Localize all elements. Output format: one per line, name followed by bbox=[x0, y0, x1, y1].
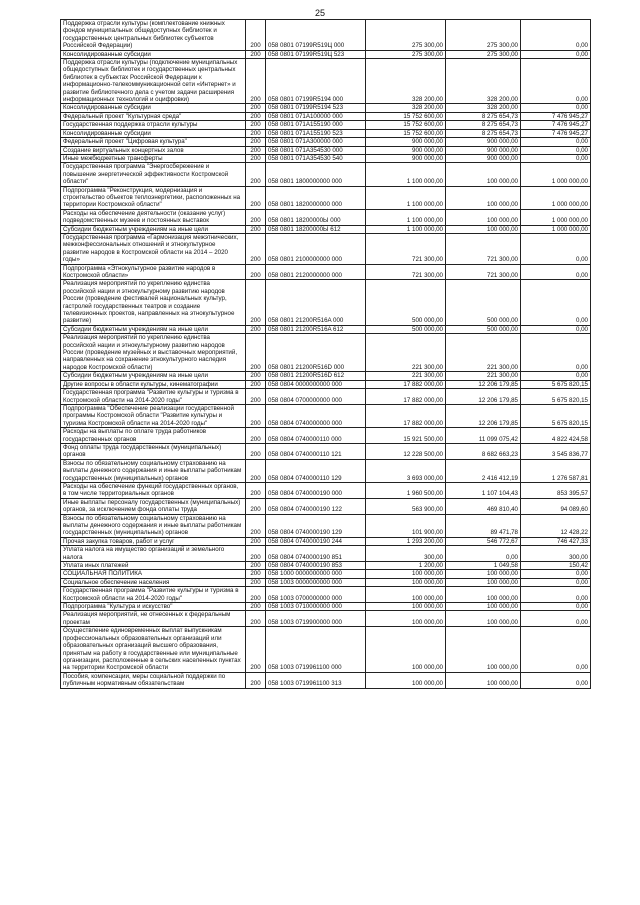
row-classification-code-cell: 058 0804 0700000000 000 bbox=[266, 389, 366, 405]
table-row bbox=[61, 498, 591, 514]
row-classification-code-cell: 058 0801 21200R516D 000 bbox=[266, 334, 366, 372]
row-name-cell: Субсидии бюджетным учреждениям на иные цели bbox=[61, 225, 246, 233]
row-approved-amount-cell: 563 900,00 bbox=[366, 498, 446, 514]
row-classification-code-cell: 058 0801 071A300000 000 bbox=[266, 138, 366, 146]
budget-execution-table bbox=[60, 19, 591, 689]
table-row bbox=[61, 482, 591, 498]
row-name-cell: Подпрограмма "Культура и искусство" bbox=[61, 603, 246, 611]
row-classification-code-cell: 058 0804 0740000190 244 bbox=[266, 537, 366, 545]
table-row bbox=[61, 325, 591, 333]
row-approved-amount-cell: 100 000,00 bbox=[366, 603, 446, 611]
table-row bbox=[61, 154, 591, 162]
row-remaining-amount-cell: 0,00 bbox=[521, 334, 591, 372]
row-remaining-amount-cell: 0,00 bbox=[521, 264, 591, 280]
row-executed-amount-cell: 100 000,00 bbox=[446, 186, 521, 209]
row-remaining-amount-cell: 0,00 bbox=[521, 233, 591, 264]
row-remaining-amount-cell: 0,00 bbox=[521, 154, 591, 162]
row-approved-amount-cell: 1 100 000,00 bbox=[366, 186, 446, 209]
table-row bbox=[61, 578, 591, 586]
row-name-cell: Реализация мероприятий, не отнесенных к федеральным проектам bbox=[61, 611, 246, 627]
row-approved-amount-cell: 100 000,00 bbox=[366, 587, 446, 603]
row-admin-code-cell: 200 bbox=[246, 443, 266, 459]
row-classification-code-cell: 058 1003 0700000000 000 bbox=[266, 587, 366, 603]
table-row bbox=[61, 603, 591, 611]
table-row bbox=[61, 546, 591, 562]
row-name-cell: Взносы по обязательному социальному страхованию на выплаты денежного содержания и иные выплаты работникам государственных (муниципальных) органов bbox=[61, 459, 246, 482]
row-admin-code-cell: 200 bbox=[246, 611, 266, 627]
row-approved-amount-cell: 328 200,00 bbox=[366, 59, 446, 104]
table-row bbox=[61, 129, 591, 137]
row-admin-code-cell: 200 bbox=[246, 146, 266, 154]
row-name-cell: Иные выплаты персоналу государственных (муниципальных) органов, за исключением фонда оплаты труда bbox=[61, 498, 246, 514]
row-name-cell: Подпрограмма «Этнокультурное развитие народов в Костромской области» bbox=[61, 264, 246, 280]
row-classification-code-cell: 058 0804 0740000190 851 bbox=[266, 546, 366, 562]
row-executed-amount-cell: 500 000,00 bbox=[446, 280, 521, 325]
row-executed-amount-cell: 100 000,00 bbox=[446, 672, 521, 688]
row-admin-code-cell: 200 bbox=[246, 389, 266, 405]
row-executed-amount-cell: 1 107 104,43 bbox=[446, 482, 521, 498]
row-name-cell: Поддержка отрасли культуры (подключение муниципальных общедоступных библиотек и государственных центральных библиотек в субъектах Российской Федерации к информационно-телекоммуникационной сети «Интернет» и развитие библиотечного дела с учетом задачи расширения информационных технологий и оцифровки) bbox=[61, 59, 246, 104]
row-remaining-amount-cell: 0,00 bbox=[521, 603, 591, 611]
row-admin-code-cell: 200 bbox=[246, 578, 266, 586]
row-classification-code-cell: 058 0801 07199R5194 000 bbox=[266, 59, 366, 104]
row-remaining-amount-cell: 12 428,22 bbox=[521, 514, 591, 537]
row-executed-amount-cell: 500 000,00 bbox=[446, 325, 521, 333]
row-executed-amount-cell: 100 000,00 bbox=[446, 578, 521, 586]
row-executed-amount-cell: 546 772,67 bbox=[446, 537, 521, 545]
row-approved-amount-cell: 900 000,00 bbox=[366, 138, 446, 146]
row-remaining-amount-cell: 0,00 bbox=[521, 627, 591, 672]
row-classification-code-cell: 058 0804 0740000110 129 bbox=[266, 459, 366, 482]
row-classification-code-cell: 058 0801 07199R5194 523 bbox=[266, 104, 366, 112]
row-classification-code-cell: 058 0801 21200R516A 000 bbox=[266, 280, 366, 325]
table-row bbox=[61, 59, 591, 104]
table-row bbox=[61, 570, 591, 578]
row-name-cell: Консолидированные субсидии bbox=[61, 104, 246, 112]
row-executed-amount-cell: 12 206 179,85 bbox=[446, 389, 521, 405]
row-executed-amount-cell: 1 049,58 bbox=[446, 562, 521, 570]
row-classification-code-cell: 058 1003 0719961100 313 bbox=[266, 672, 366, 688]
table-body bbox=[61, 20, 591, 689]
row-remaining-amount-cell: 3 545 836,77 bbox=[521, 443, 591, 459]
table-row bbox=[61, 334, 591, 372]
row-approved-amount-cell: 12 228 500,00 bbox=[366, 443, 446, 459]
row-classification-code-cell: 058 1003 0719961100 000 bbox=[266, 627, 366, 672]
row-admin-code-cell: 200 bbox=[246, 121, 266, 129]
row-admin-code-cell: 200 bbox=[246, 233, 266, 264]
row-executed-amount-cell: 100 000,00 bbox=[446, 603, 521, 611]
table-row bbox=[61, 209, 591, 225]
row-approved-amount-cell: 1 960 500,00 bbox=[366, 482, 446, 498]
table-row bbox=[61, 611, 591, 627]
table-row bbox=[61, 121, 591, 129]
row-executed-amount-cell: 275 300,00 bbox=[446, 20, 521, 51]
row-classification-code-cell: 058 0801 2120000000 000 bbox=[266, 264, 366, 280]
row-admin-code-cell: 200 bbox=[246, 20, 266, 51]
row-name-cell: Создание виртуальных концертных залов bbox=[61, 146, 246, 154]
row-approved-amount-cell: 1 200,00 bbox=[366, 562, 446, 570]
row-approved-amount-cell: 100 000,00 bbox=[366, 611, 446, 627]
table-row bbox=[61, 587, 591, 603]
row-approved-amount-cell: 100 000,00 bbox=[366, 570, 446, 578]
row-remaining-amount-cell: 0,00 bbox=[521, 611, 591, 627]
row-name-cell: Расходы на выплаты по оплате труда работников государственных органов bbox=[61, 428, 246, 444]
row-classification-code-cell: 058 0804 0740000000 000 bbox=[266, 404, 366, 427]
row-admin-code-cell: 200 bbox=[246, 498, 266, 514]
row-name-cell: Фонд оплаты труда государственных (муниципальных) органов bbox=[61, 443, 246, 459]
table-row bbox=[61, 404, 591, 427]
row-admin-code-cell: 200 bbox=[246, 380, 266, 388]
row-name-cell: Реализация мероприятий по укреплению единства российской нации и этнокультурному развитию народов России (проведение фестивалей национальных культур, гастролей государственных театров и создание телевизионных проектов, направленных на этнокультурное развитие) bbox=[61, 280, 246, 325]
row-name-cell: Взносы по обязательному социальному страхованию на выплаты денежного содержания и иные выплаты работникам государственных (муниципальных) органов bbox=[61, 514, 246, 537]
row-admin-code-cell: 200 bbox=[246, 129, 266, 137]
table-row bbox=[61, 146, 591, 154]
row-admin-code-cell: 200 bbox=[246, 627, 266, 672]
row-name-cell: Осуществление единовременных выплат выпускникам профессиональных образовательных организаций или образовательных организаций высшего образования, принятым на работу в государственные или муниципальные организации, расположенные в сельских населенных пунктах на территории Костромской области bbox=[61, 627, 246, 672]
row-remaining-amount-cell: 0,00 bbox=[521, 20, 591, 51]
row-approved-amount-cell: 221 300,00 bbox=[366, 372, 446, 380]
row-remaining-amount-cell: 7 476 945,27 bbox=[521, 129, 591, 137]
row-classification-code-cell: 058 0801 18200000Ы 612 bbox=[266, 225, 366, 233]
row-name-cell: Консолидированные субсидии bbox=[61, 129, 246, 137]
row-admin-code-cell: 200 bbox=[246, 112, 266, 120]
row-approved-amount-cell: 721 300,00 bbox=[366, 233, 446, 264]
row-remaining-amount-cell: 0,00 bbox=[521, 280, 591, 325]
row-approved-amount-cell: 1 100 000,00 bbox=[366, 209, 446, 225]
table-row bbox=[61, 380, 591, 388]
row-approved-amount-cell: 300,00 bbox=[366, 546, 446, 562]
row-name-cell: Подпрограмма "Реконструкция, модернизация и строительство объектов теплоэнергетики, расположенных на территории Костромской области" bbox=[61, 186, 246, 209]
row-remaining-amount-cell: 0,00 bbox=[521, 570, 591, 578]
row-approved-amount-cell: 100 000,00 bbox=[366, 627, 446, 672]
row-admin-code-cell: 200 bbox=[246, 225, 266, 233]
row-approved-amount-cell: 221 300,00 bbox=[366, 334, 446, 372]
row-admin-code-cell: 200 bbox=[246, 325, 266, 333]
row-remaining-amount-cell: 0,00 bbox=[521, 372, 591, 380]
row-admin-code-cell: 200 bbox=[246, 672, 266, 688]
row-name-cell: Поддержка отрасли культуры (комплектование книжных фондов муниципальных общедоступных библиотек и государственных центральных библиотек субъектов Российской Федерации) bbox=[61, 20, 246, 51]
row-classification-code-cell: 058 0804 0740000110 121 bbox=[266, 443, 366, 459]
row-executed-amount-cell: 721 300,00 bbox=[446, 233, 521, 264]
row-approved-amount-cell: 15 752 600,00 bbox=[366, 121, 446, 129]
row-approved-amount-cell: 15 752 600,00 bbox=[366, 112, 446, 120]
row-executed-amount-cell: 100 000,00 bbox=[446, 163, 521, 186]
row-classification-code-cell: 058 0801 21200R516A 612 bbox=[266, 325, 366, 333]
row-admin-code-cell: 200 bbox=[246, 209, 266, 225]
row-approved-amount-cell: 3 693 000,00 bbox=[366, 459, 446, 482]
row-approved-amount-cell: 1 100 000,00 bbox=[366, 163, 446, 186]
row-executed-amount-cell: 11 099 075,42 bbox=[446, 428, 521, 444]
table-row bbox=[61, 138, 591, 146]
row-classification-code-cell: 058 0804 0740000190 122 bbox=[266, 498, 366, 514]
row-classification-code-cell: 058 0801 071A100000 000 bbox=[266, 112, 366, 120]
row-admin-code-cell: 200 bbox=[246, 50, 266, 58]
row-classification-code-cell: 058 0801 071A155190 523 bbox=[266, 129, 366, 137]
row-remaining-amount-cell: 0,00 bbox=[521, 146, 591, 154]
row-executed-amount-cell: 100 000,00 bbox=[446, 627, 521, 672]
row-approved-amount-cell: 1 293 200,00 bbox=[366, 537, 446, 545]
table-row bbox=[61, 428, 591, 444]
row-executed-amount-cell: 0,00 bbox=[446, 546, 521, 562]
row-classification-code-cell: 058 0804 0740000190 000 bbox=[266, 482, 366, 498]
row-classification-code-cell: 058 0801 07199R519Ц 000 bbox=[266, 20, 366, 51]
row-remaining-amount-cell: 0,00 bbox=[521, 138, 591, 146]
row-name-cell: Консолидированные субсидии bbox=[61, 50, 246, 58]
row-approved-amount-cell: 100 000,00 bbox=[366, 672, 446, 688]
row-classification-code-cell: 058 0801 1820000000 000 bbox=[266, 186, 366, 209]
row-executed-amount-cell: 100 000,00 bbox=[446, 570, 521, 578]
row-approved-amount-cell: 100 000,00 bbox=[366, 578, 446, 586]
row-approved-amount-cell: 500 000,00 bbox=[366, 280, 446, 325]
row-remaining-amount-cell: 150,42 bbox=[521, 562, 591, 570]
row-name-cell: Расходы на обеспечение функций государственных органов, в том числе территориальных органов bbox=[61, 482, 246, 498]
row-approved-amount-cell: 15 921 500,00 bbox=[366, 428, 446, 444]
row-admin-code-cell: 200 bbox=[246, 428, 266, 444]
row-executed-amount-cell: 8 275 654,73 bbox=[446, 129, 521, 137]
row-admin-code-cell: 200 bbox=[246, 514, 266, 537]
row-executed-amount-cell: 721 300,00 bbox=[446, 264, 521, 280]
row-admin-code-cell: 200 bbox=[246, 372, 266, 380]
row-classification-code-cell: 058 1003 0000000000 000 bbox=[266, 578, 366, 586]
row-remaining-amount-cell: 853 395,57 bbox=[521, 482, 591, 498]
row-executed-amount-cell: 221 300,00 bbox=[446, 334, 521, 372]
table-row bbox=[61, 537, 591, 545]
row-approved-amount-cell: 275 300,00 bbox=[366, 50, 446, 58]
row-classification-code-cell: 058 1003 0719900000 000 bbox=[266, 611, 366, 627]
row-remaining-amount-cell: 0,00 bbox=[521, 104, 591, 112]
row-remaining-amount-cell: 1 276 587,81 bbox=[521, 459, 591, 482]
row-admin-code-cell: 200 bbox=[246, 154, 266, 162]
table-row bbox=[61, 233, 591, 264]
row-classification-code-cell: 058 0801 1800000000 000 bbox=[266, 163, 366, 186]
table-row bbox=[61, 186, 591, 209]
row-remaining-amount-cell: 7 476 945,27 bbox=[521, 112, 591, 120]
table-row bbox=[61, 389, 591, 405]
row-name-cell: Государственная поддержка отрасли культуры bbox=[61, 121, 246, 129]
row-name-cell: Государственная программа "Развитие культуры и туризма в Костромской области на 2014-2020 годы" bbox=[61, 389, 246, 405]
row-name-cell: Расходы на обеспечение деятельности (оказание услуг) подведомственных музеев и постоянных выставок bbox=[61, 209, 246, 225]
row-name-cell: СОЦИАЛЬНАЯ ПОЛИТИКА bbox=[61, 570, 246, 578]
row-admin-code-cell: 200 bbox=[246, 104, 266, 112]
row-admin-code-cell: 200 bbox=[246, 562, 266, 570]
row-name-cell: Субсидии бюджетным учреждениям на иные цели bbox=[61, 325, 246, 333]
row-classification-code-cell: 058 0804 0000000000 000 bbox=[266, 380, 366, 388]
row-name-cell: Государственная программа "Энергосбережение и повышение энергетической эффективности Костромской области" bbox=[61, 163, 246, 186]
row-name-cell: Государственная программа "Развитие культуры и туризма в Костромской области на 2014-2020 годы" bbox=[61, 587, 246, 603]
row-approved-amount-cell: 275 300,00 bbox=[366, 20, 446, 51]
row-admin-code-cell: 200 bbox=[246, 546, 266, 562]
row-approved-amount-cell: 328 200,00 bbox=[366, 104, 446, 112]
row-name-cell: Иные межбюджетные трансферты bbox=[61, 154, 246, 162]
table-row bbox=[61, 443, 591, 459]
row-name-cell: Уплата налога на имущество организаций и земельного налога bbox=[61, 546, 246, 562]
row-executed-amount-cell: 328 200,00 bbox=[446, 104, 521, 112]
row-admin-code-cell: 200 bbox=[246, 264, 266, 280]
table-row bbox=[61, 514, 591, 537]
row-name-cell: Другие вопросы в области культуры, кинематографии bbox=[61, 380, 246, 388]
row-admin-code-cell: 200 bbox=[246, 482, 266, 498]
table-row bbox=[61, 50, 591, 58]
page-number: 25 bbox=[314, 8, 325, 18]
row-classification-code-cell: 058 0804 0740000110 000 bbox=[266, 428, 366, 444]
row-classification-code-cell: 058 0804 0740000190 129 bbox=[266, 514, 366, 537]
row-name-cell: Прочая закупка товаров, работ и услуг bbox=[61, 537, 246, 545]
row-approved-amount-cell: 17 882 000,00 bbox=[366, 380, 446, 388]
row-executed-amount-cell: 2 416 412,19 bbox=[446, 459, 521, 482]
row-executed-amount-cell: 100 000,00 bbox=[446, 611, 521, 627]
row-classification-code-cell: 058 0801 21200R516D 612 bbox=[266, 372, 366, 380]
row-classification-code-cell: 058 0804 0740000190 853 bbox=[266, 562, 366, 570]
table-row bbox=[61, 627, 591, 672]
row-executed-amount-cell: 100 000,00 bbox=[446, 225, 521, 233]
row-name-cell: Пособия, компенсации, меры социальной поддержки по публичным нормативным обязательствам bbox=[61, 672, 246, 688]
row-executed-amount-cell: 100 000,00 bbox=[446, 209, 521, 225]
row-remaining-amount-cell: 5 675 820,15 bbox=[521, 380, 591, 388]
row-remaining-amount-cell: 94 089,60 bbox=[521, 498, 591, 514]
row-classification-code-cell: 058 1000 0000000000 000 bbox=[266, 570, 366, 578]
row-classification-code-cell: 058 0801 2100000000 000 bbox=[266, 233, 366, 264]
row-admin-code-cell: 200 bbox=[246, 570, 266, 578]
row-executed-amount-cell: 89 471,78 bbox=[446, 514, 521, 537]
row-approved-amount-cell: 500 000,00 bbox=[366, 325, 446, 333]
row-executed-amount-cell: 8 275 654,73 bbox=[446, 112, 521, 120]
row-approved-amount-cell: 900 000,00 bbox=[366, 154, 446, 162]
row-admin-code-cell: 200 bbox=[246, 603, 266, 611]
row-admin-code-cell: 200 bbox=[246, 280, 266, 325]
row-remaining-amount-cell: 0,00 bbox=[521, 59, 591, 104]
row-classification-code-cell: 058 1003 0710000000 000 bbox=[266, 603, 366, 611]
row-admin-code-cell: 200 bbox=[246, 537, 266, 545]
row-name-cell: Государственная программа «Гармонизация межэтнических, межконфессиональных отношений и этнокультурное развитие народов в Костромской области на 2014 – 2020 годы» bbox=[61, 233, 246, 264]
row-admin-code-cell: 200 bbox=[246, 404, 266, 427]
row-executed-amount-cell: 900 000,00 bbox=[446, 146, 521, 154]
table-row bbox=[61, 672, 591, 688]
row-remaining-amount-cell: 0,00 bbox=[521, 578, 591, 586]
row-executed-amount-cell: 8 682 663,23 bbox=[446, 443, 521, 459]
row-executed-amount-cell: 900 000,00 bbox=[446, 138, 521, 146]
row-classification-code-cell: 058 0801 07199R519Ц 523 bbox=[266, 50, 366, 58]
row-classification-code-cell: 058 0801 071A354530 540 bbox=[266, 154, 366, 162]
row-remaining-amount-cell: 5 675 820,15 bbox=[521, 404, 591, 427]
row-admin-code-cell: 200 bbox=[246, 459, 266, 482]
row-executed-amount-cell: 328 200,00 bbox=[446, 59, 521, 104]
row-classification-code-cell: 058 0801 071A354530 000 bbox=[266, 146, 366, 154]
row-admin-code-cell: 200 bbox=[246, 334, 266, 372]
row-approved-amount-cell: 17 882 000,00 bbox=[366, 389, 446, 405]
table-row bbox=[61, 225, 591, 233]
row-executed-amount-cell: 469 810,40 bbox=[446, 498, 521, 514]
row-remaining-amount-cell: 300,00 bbox=[521, 546, 591, 562]
row-admin-code-cell: 200 bbox=[246, 163, 266, 186]
row-executed-amount-cell: 100 000,00 bbox=[446, 587, 521, 603]
row-approved-amount-cell: 1 100 000,00 bbox=[366, 225, 446, 233]
row-admin-code-cell: 200 bbox=[246, 138, 266, 146]
row-admin-code-cell: 200 bbox=[246, 587, 266, 603]
table-row bbox=[61, 104, 591, 112]
row-name-cell: Реализация мероприятий по укреплению единства российской нации и этнокультурному развитию народов России (проведение музейных и выставочных мероприятий, направленных на сохранение этнокультурного наследия народов Костромской области) bbox=[61, 334, 246, 372]
table-row bbox=[61, 20, 591, 51]
row-name-cell: Подпрограмма "Обеспечение реализации государственной программы Костромской области "Развитие культуры и туризма Костромской области на 2014-2020 годы" bbox=[61, 404, 246, 427]
row-remaining-amount-cell: 1 000 000,00 bbox=[521, 209, 591, 225]
row-remaining-amount-cell: 5 675 820,15 bbox=[521, 389, 591, 405]
row-name-cell: Социальное обеспечение населения bbox=[61, 578, 246, 586]
row-remaining-amount-cell: 0,00 bbox=[521, 50, 591, 58]
row-remaining-amount-cell: 1 000 000,00 bbox=[521, 186, 591, 209]
row-name-cell: Субсидии бюджетным учреждениям на иные цели bbox=[61, 372, 246, 380]
table-row bbox=[61, 163, 591, 186]
row-remaining-amount-cell: 1 000 000,00 bbox=[521, 225, 591, 233]
row-approved-amount-cell: 721 300,00 bbox=[366, 264, 446, 280]
row-name-cell: Уплата иных платежей bbox=[61, 562, 246, 570]
row-remaining-amount-cell: 4 822 424,58 bbox=[521, 428, 591, 444]
row-name-cell: Федеральный проект "Цифровая культура" bbox=[61, 138, 246, 146]
row-remaining-amount-cell: 746 427,33 bbox=[521, 537, 591, 545]
row-remaining-amount-cell: 7 476 945,27 bbox=[521, 121, 591, 129]
table-row bbox=[61, 459, 591, 482]
row-executed-amount-cell: 221 300,00 bbox=[446, 372, 521, 380]
row-classification-code-cell: 058 0801 18200000Ы 000 bbox=[266, 209, 366, 225]
row-classification-code-cell: 058 0801 071A155190 000 bbox=[266, 121, 366, 129]
row-remaining-amount-cell: 1 000 000,00 bbox=[521, 163, 591, 186]
row-name-cell: Федеральный проект "Культурная среда" bbox=[61, 112, 246, 120]
table-row bbox=[61, 280, 591, 325]
table-row bbox=[61, 372, 591, 380]
table-row bbox=[61, 562, 591, 570]
row-approved-amount-cell: 15 752 600,00 bbox=[366, 129, 446, 137]
row-executed-amount-cell: 12 206 179,85 bbox=[446, 380, 521, 388]
row-approved-amount-cell: 900 000,00 bbox=[366, 146, 446, 154]
table-row bbox=[61, 264, 591, 280]
row-approved-amount-cell: 101 900,00 bbox=[366, 514, 446, 537]
row-remaining-amount-cell: 0,00 bbox=[521, 587, 591, 603]
row-executed-amount-cell: 900 000,00 bbox=[446, 154, 521, 162]
row-remaining-amount-cell: 0,00 bbox=[521, 325, 591, 333]
table-row bbox=[61, 112, 591, 120]
row-executed-amount-cell: 8 275 654,73 bbox=[446, 121, 521, 129]
row-remaining-amount-cell: 0,00 bbox=[521, 672, 591, 688]
row-admin-code-cell: 200 bbox=[246, 59, 266, 104]
row-executed-amount-cell: 12 206 179,85 bbox=[446, 404, 521, 427]
row-executed-amount-cell: 275 300,00 bbox=[446, 50, 521, 58]
row-approved-amount-cell: 17 882 000,00 bbox=[366, 404, 446, 427]
row-admin-code-cell: 200 bbox=[246, 186, 266, 209]
